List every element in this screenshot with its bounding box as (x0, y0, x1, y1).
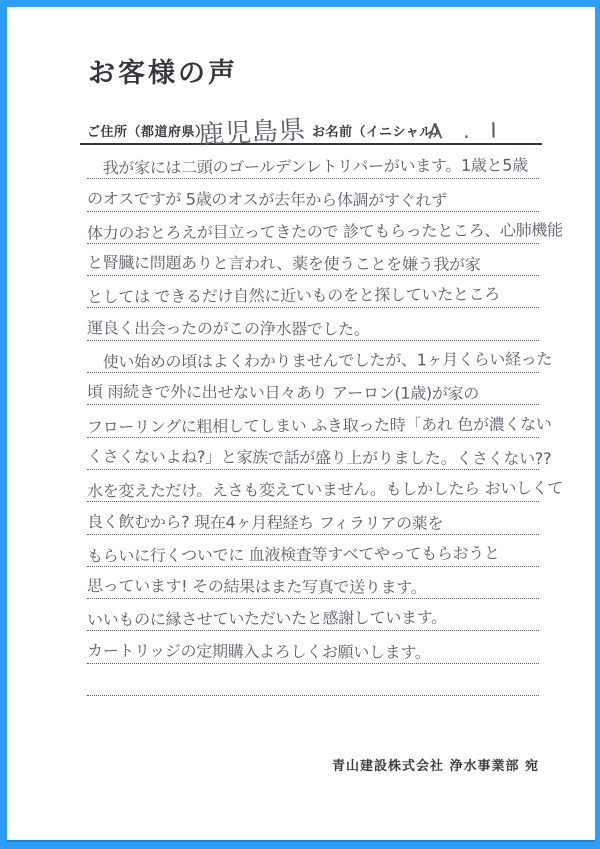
message-line (86, 470, 564, 502)
handwritten-text: 水を変えただけ。えさも変えていません。もしかしたら おいしくて (86, 478, 564, 501)
message-line (87, 308, 539, 340)
handwritten-text: としては できるだけ自然に近いものをと探していたところ (86, 285, 501, 307)
message-line (87, 373, 539, 405)
handwritten-text: のオスですが 5歳のオスが去年から体調がすぐれず (86, 188, 447, 210)
handwritten-text: 我が家には二頭のゴールデンレトリバーがいます。1歳と5歳 (86, 155, 528, 178)
form-row (80, 105, 542, 151)
message-line (86, 405, 552, 437)
message-line (87, 567, 539, 599)
page-title: お客様の声 (88, 58, 238, 89)
handwritten-text: フローリングに粗相してしまい ふき取った時「あれ 色が濃くない (86, 414, 552, 437)
handwritten-text: と腎臓に問題ありと言われ、薬を使うことを嫌う我が家 (86, 253, 481, 275)
message-body (86, 147, 564, 696)
handwritten-text: 良く飲むから? 現在4ヶ月程経ち フィラリアの薬を (86, 511, 444, 533)
handwritten-text: 使い始めの頃はよくわかりませんでしたが、1ヶ月くらい経った (86, 349, 553, 372)
message-line-empty (87, 664, 539, 696)
handwritten-text: カートリッジの定期購入よろしくお願いします。 (86, 640, 431, 662)
handwritten-text: もらいに行くついでに 血液検査等すべてやってもらおうと (86, 543, 500, 566)
message-line (86, 438, 552, 470)
message-line (87, 599, 539, 631)
message-line (86, 341, 553, 373)
message-line (87, 244, 539, 276)
handwritten-text: くさくないよね?」と家族で話が盛り上がりました。くさくない?? (86, 446, 552, 469)
recipient-line: 青山建設株式会社 浄水事業部 宛 (331, 759, 539, 774)
name-value-handwritten: A . I (427, 118, 504, 144)
message-line (87, 535, 539, 567)
message-line (87, 631, 539, 663)
handwritten-text: 思っています! その結果はまた写真で送ります。 (86, 576, 427, 598)
address-value-handwritten: 鹿児島県 (197, 115, 307, 151)
handwritten-text: 体力のおとろえが目立ってきたので 診てもらったところ、心肺機能 (86, 220, 563, 243)
handwritten-text: 運良く出会ったのがこの浄水器でした。 (86, 318, 370, 339)
handwritten-text: 頃 雨続きで外に出せない日々あり アーロン(1歳)が家の (86, 382, 480, 404)
message-line (87, 179, 539, 211)
message-line (87, 502, 539, 534)
handwritten-text: いいものに縁させていただいたと感謝しています。 (86, 608, 447, 630)
message-line (87, 147, 539, 179)
message-line (86, 212, 563, 244)
name-label: お名前（イニシャル） (312, 125, 447, 140)
address-label: ご住所（都道府県） (87, 125, 209, 140)
message-line (87, 276, 539, 308)
